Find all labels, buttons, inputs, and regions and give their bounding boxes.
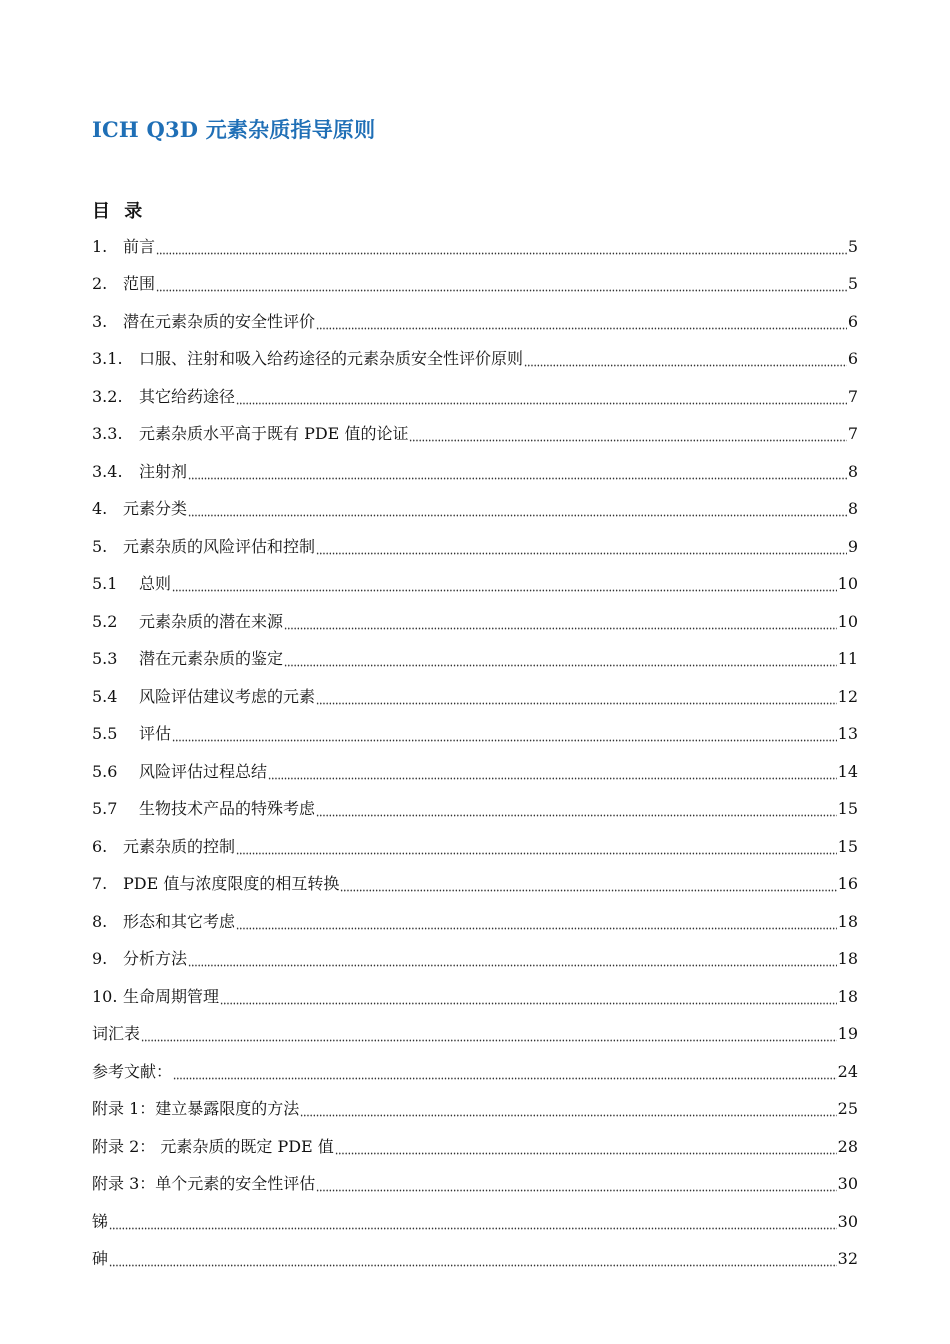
toc-entry-title: 词汇表 (92, 1024, 141, 1044)
toc-entry-title: 附录 3：单个元素的安全性评估 (92, 1174, 316, 1194)
toc-dot-leader (300, 1099, 836, 1119)
toc-entry-page-number: 8 (847, 461, 858, 481)
toc-dot-leader (109, 1212, 837, 1232)
toc-dot-leader (172, 724, 837, 744)
toc-entry[interactable] (92, 303, 858, 341)
toc-entry-title: 砷 (92, 1249, 109, 1269)
toc-entry-title: 元素杂质的控制 (123, 836, 236, 856)
toc-entry-number: 2. (92, 274, 108, 294)
toc-entry[interactable] (92, 603, 858, 641)
toc-entry-title: 生命周期管理 (123, 986, 220, 1006)
toc-dot-leader (156, 237, 847, 257)
toc-entry-page-number: 25 (837, 1099, 858, 1119)
toc-entry[interactable] (92, 678, 858, 716)
toc-entry-page-number: 14 (837, 761, 858, 781)
toc-entry-title: 附录 1：建立暴露限度的方法 (92, 1099, 300, 1119)
toc-entry-number: 8. (92, 911, 108, 931)
toc-entry[interactable] (92, 1203, 858, 1241)
toc-entry[interactable] (92, 1241, 858, 1279)
toc-entry[interactable] (92, 453, 858, 491)
toc-entry-number: 3.4. (92, 461, 123, 481)
toc-entry[interactable] (92, 228, 858, 266)
toc-entry-number: 5.5 (92, 724, 118, 744)
toc-entry-number: 3.1. (92, 349, 123, 369)
toc-dot-leader (220, 987, 837, 1007)
toc-entry-number: 4. (92, 499, 108, 519)
toc-entry-title: PDE 值与浓度限度的相互转换 (123, 874, 340, 894)
toc-entry-page-number: 18 (837, 986, 858, 1006)
toc-entry-number: 5.6 (92, 761, 118, 781)
toc-entry-page-number: 24 (837, 1061, 858, 1081)
toc-dot-leader (409, 424, 846, 444)
toc-entry[interactable] (92, 416, 858, 454)
toc-entry-title: 形态和其它考虑 (123, 911, 236, 931)
toc-entry[interactable] (92, 1091, 858, 1129)
toc-heading: 目 录 (92, 201, 143, 222)
toc-dot-leader (340, 874, 836, 894)
toc-entry-page-number: 16 (837, 874, 858, 894)
toc-entry[interactable] (92, 528, 858, 566)
toc-entry-page-number: 8 (847, 499, 858, 519)
toc-entry[interactable] (92, 266, 858, 304)
toc-entry-number: 9. (92, 949, 108, 969)
toc-entry-number: 3. (92, 311, 108, 331)
toc-entry-title: 元素杂质的风险评估和控制 (123, 536, 316, 556)
toc-dot-leader (109, 1249, 837, 1269)
toc-entry[interactable] (92, 378, 858, 416)
toc-entry-title: 总则 (139, 574, 172, 594)
toc-entry-page-number: 15 (837, 836, 858, 856)
toc-entry-number: 5.4 (92, 686, 118, 706)
toc-entry-number: 5.2 (92, 611, 118, 631)
toc-entry-page-number: 7 (847, 424, 858, 444)
toc-entry-page-number: 9 (847, 536, 858, 556)
toc-entry-number: 5.1 (92, 574, 118, 594)
toc-entry-title: 锑 (92, 1211, 109, 1231)
toc-dot-leader (284, 649, 837, 669)
toc-entry[interactable] (92, 566, 858, 604)
toc-entry[interactable] (92, 791, 858, 829)
toc-entry[interactable] (92, 1166, 858, 1204)
toc-entry-number: 1. (92, 236, 108, 256)
toc-entry[interactable] (92, 1128, 858, 1166)
toc-entry-number: 10. (92, 986, 118, 1006)
toc-entry[interactable] (92, 941, 858, 979)
toc-entry-title: 生物技术产品的特殊考虑 (139, 799, 316, 819)
toc-entry[interactable] (92, 491, 858, 529)
toc-entry-page-number: 6 (847, 349, 858, 369)
toc-entry-title: 潜在元素杂质的鉴定 (139, 649, 284, 669)
toc-dot-leader (524, 349, 847, 369)
toc-entry-title: 分析方法 (123, 949, 188, 969)
toc-entry-page-number: 30 (837, 1174, 858, 1194)
toc-dot-leader (141, 1024, 837, 1044)
toc-entry-title: 元素杂质的潜在来源 (139, 611, 284, 631)
toc-entry-title: 风险评估过程总结 (139, 761, 268, 781)
toc-entry-number: 3.3. (92, 424, 123, 444)
toc-entry[interactable] (92, 1016, 858, 1054)
toc-entry-page-number: 30 (837, 1211, 858, 1231)
toc-entry-page-number: 10 (837, 611, 858, 631)
toc-entry[interactable] (92, 341, 858, 379)
toc-dot-leader (316, 537, 847, 557)
toc-dot-leader (236, 837, 837, 857)
toc-dot-leader (173, 1062, 837, 1082)
toc-entry-title: 口服、注射和吸入给药途径的元素杂质安全性评价原则 (139, 349, 524, 369)
table-of-contents (92, 228, 858, 1278)
toc-entry-title: 前言 (123, 236, 156, 256)
toc-dot-leader (316, 799, 837, 819)
toc-entry-page-number: 15 (837, 799, 858, 819)
toc-entry-page-number: 18 (837, 949, 858, 969)
toc-entry-page-number: 12 (837, 686, 858, 706)
toc-entry-title: 注射剂 (139, 461, 188, 481)
toc-entry-title: 元素分类 (123, 499, 188, 519)
toc-entry-page-number: 18 (837, 911, 858, 931)
toc-entry-number: 5.3 (92, 649, 118, 669)
toc-entry[interactable] (92, 978, 858, 1016)
toc-entry[interactable] (92, 753, 858, 791)
toc-entry-page-number: 10 (837, 574, 858, 594)
toc-entry[interactable] (92, 1053, 858, 1091)
toc-dot-leader (236, 387, 847, 407)
toc-entry-page-number: 6 (847, 311, 858, 331)
toc-entry-title: 潜在元素杂质的安全性评价 (123, 311, 316, 331)
toc-entry-page-number: 13 (837, 724, 858, 744)
toc-entry-number: 5. (92, 536, 108, 556)
toc-entry-title: 评估 (139, 724, 172, 744)
toc-dot-leader (188, 462, 847, 482)
toc-entry-title: 范围 (123, 274, 156, 294)
toc-dot-leader (316, 1174, 836, 1194)
toc-entry-title: 风险评估建议考虑的元素 (139, 686, 316, 706)
toc-dot-leader (316, 687, 837, 707)
toc-entry-page-number: 5 (847, 274, 858, 294)
toc-entry-title: 参考文献： (92, 1061, 173, 1081)
toc-entry-title: 其它给药途径 (139, 386, 236, 406)
toc-entry-number: 7. (92, 874, 108, 894)
toc-dot-leader (188, 949, 837, 969)
toc-dot-leader (284, 612, 837, 632)
toc-entry-title: 元素杂质水平高于既有 PDE 值的论证 (139, 424, 409, 444)
toc-entry-number: 6. (92, 836, 108, 856)
toc-entry-page-number: 32 (837, 1249, 858, 1269)
toc-entry-number: 5.7 (92, 799, 118, 819)
toc-dot-leader (268, 762, 837, 782)
toc-dot-leader (316, 312, 847, 332)
toc-entry[interactable] (92, 828, 858, 866)
toc-entry-page-number: 5 (847, 236, 858, 256)
toc-dot-leader (335, 1137, 837, 1157)
toc-dot-leader (236, 912, 837, 932)
toc-entry-page-number: 19 (837, 1024, 858, 1044)
toc-dot-leader (172, 574, 837, 594)
toc-dot-leader (156, 274, 847, 294)
toc-entry-page-number: 28 (837, 1136, 858, 1156)
toc-entry-title: 附录 2： 元素杂质的既定 PDE 值 (92, 1136, 334, 1156)
toc-entry[interactable] (92, 866, 858, 904)
toc-entry-page-number: 11 (837, 649, 858, 669)
toc-entry[interactable] (92, 641, 858, 679)
toc-entry[interactable] (92, 716, 858, 754)
document-title: ICH Q3D 元素杂质指导原则 (92, 117, 376, 142)
toc-dot-leader (188, 499, 847, 519)
toc-entry-page-number: 7 (847, 386, 858, 406)
toc-entry[interactable] (92, 903, 858, 941)
toc-entry-number: 3.2. (92, 386, 123, 406)
